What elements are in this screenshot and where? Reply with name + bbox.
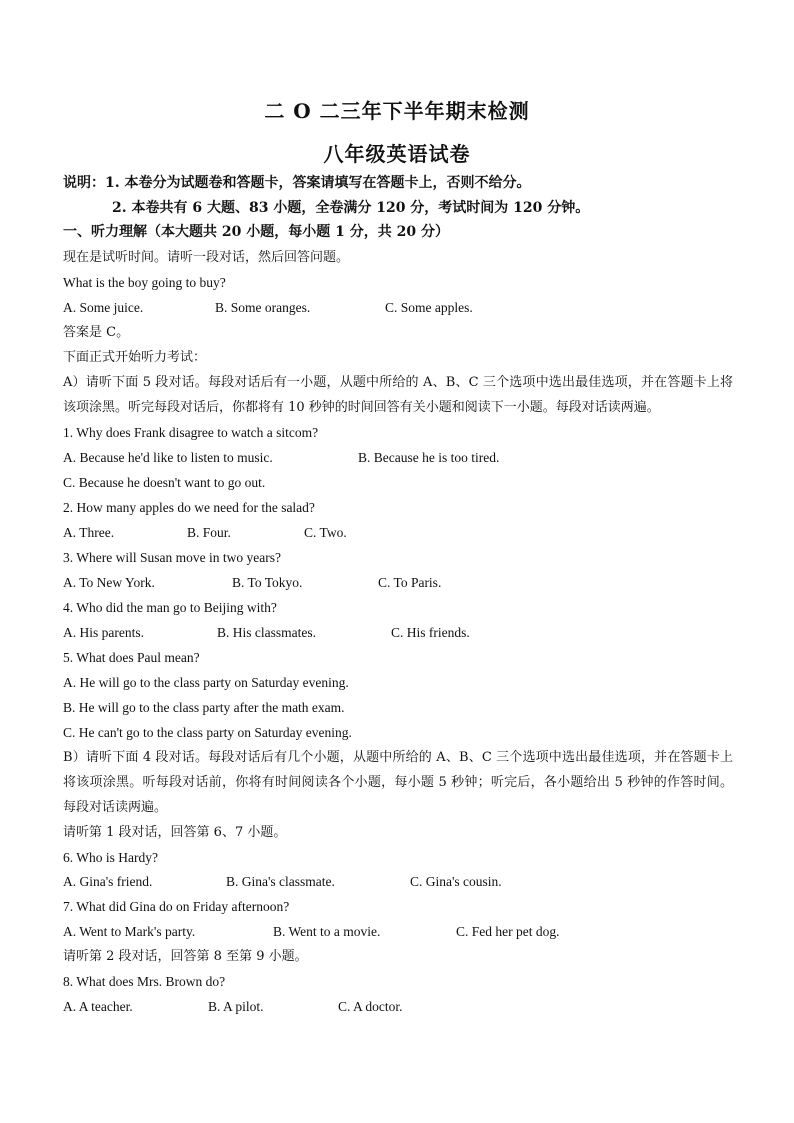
exam-title: 二 O 二三年下半年期末检测 (264, 99, 530, 123)
sample-question: What is the boy going to buy? (63, 275, 226, 290)
notes-label: 说明： (63, 175, 105, 191)
option: B. He will go to the class party after the math exam. (63, 700, 345, 715)
option: B. Gina's classmate. (226, 874, 335, 889)
option: A. To New York. (63, 575, 155, 590)
notes-item-1: 1. 本卷分为试题卷和答题卡，答案请填写在答题卡上，否则不给分。 (105, 175, 531, 191)
option: C. Fed her pet dog. (456, 924, 560, 939)
question-4: 4. Who did the man go to Beijing with? (63, 600, 277, 615)
notes-item-2: 2. 本卷共有 6 大题、83 小题，全卷满分 120 分，考试时间为 120 分钟。 (112, 200, 590, 216)
option: C. Some apples. (385, 300, 473, 315)
part-a-instructions: A）请听下面 5 段对话。每段对话后有一小题，从题中所给的 A、B、C 三个选项中选出最佳选项，并在答题卡上将该项涂黑。听完每段对话后，你都将有 10 秒钟的时间回答有关小题和阅读下一小题。每段对话读两遍。 (63, 375, 733, 415)
question-2: 2. How many apples do we need for the salad? (63, 500, 315, 515)
dialog-2-prompt: 请听第 2 段对话，回答第 8 至第 9 小题。 (63, 949, 308, 964)
notes-line-1 (63, 174, 531, 192)
option: A. His parents. (63, 625, 144, 640)
part-b-instructions: B）请听下面 4 段对话。每段对话后有几个小题，从题中所给的 A、B、C 三个选项中选出最佳选项，并在答题卡上将该项涂黑。听每段对话前，你将有时间阅读各个小题，每小题 5 秒钟；听完后，各小题给出 5 秒钟的作答时间。每段对话读两遍。 (63, 750, 733, 815)
option: C. He can't go to the class party on Saturday evening. (63, 725, 352, 740)
option: A. He will go to the class party on Saturday evening. (63, 675, 349, 690)
option: B. Four. (187, 525, 231, 540)
option: C. A doctor. (338, 999, 403, 1014)
option: B. Some oranges. (215, 300, 311, 315)
option: A. Some juice. (63, 300, 144, 315)
option: B. Because he is too tired. (358, 450, 500, 465)
trial-intro: 现在是试听时间。请听一段对话，然后回答问题。 (63, 250, 350, 265)
sample-answer: 答案是 C。 (63, 325, 130, 340)
question-7: 7. What did Gina do on Friday afternoon? (63, 899, 290, 914)
option: B. His classmates. (217, 625, 316, 640)
question-5: 5. What does Paul mean? (63, 650, 200, 665)
section-heading: 一、听力理解（本大题共 20 小题，每小题 1 分，共 20 分） (63, 224, 449, 240)
option: A. Gina's friend. (63, 874, 153, 889)
option: C. To Paris. (378, 575, 442, 590)
option: C. Gina's cousin. (410, 874, 502, 889)
option: C. Two. (304, 525, 347, 540)
option: B. Went to a movie. (273, 924, 381, 939)
dialog-1-prompt: 请听第 1 段对话，回答第 6、7 小题。 (63, 825, 287, 840)
option: C. His friends. (391, 625, 470, 640)
option: A. Because he'd like to listen to music. (63, 450, 273, 465)
option: C. Because he doesn't want to go out. (63, 475, 266, 490)
question-1: 1. Why does Frank disagree to watch a sitcom? (63, 425, 319, 440)
option: A. Went to Mark's party. (63, 924, 196, 939)
question-8: 8. What does Mrs. Brown do? (63, 974, 226, 989)
start-line: 下面正式开始听力考试： (63, 350, 207, 365)
option: A. A teacher. (63, 999, 133, 1014)
question-6: 6. Who is Hardy? (63, 850, 158, 865)
option: B. To Tokyo. (232, 575, 303, 590)
option: A. Three. (63, 525, 115, 540)
option: B. A pilot. (208, 999, 264, 1014)
question-3: 3. Where will Susan move in two years? (63, 550, 281, 565)
exam-subtitle: 八年级英语试卷 (323, 142, 471, 166)
